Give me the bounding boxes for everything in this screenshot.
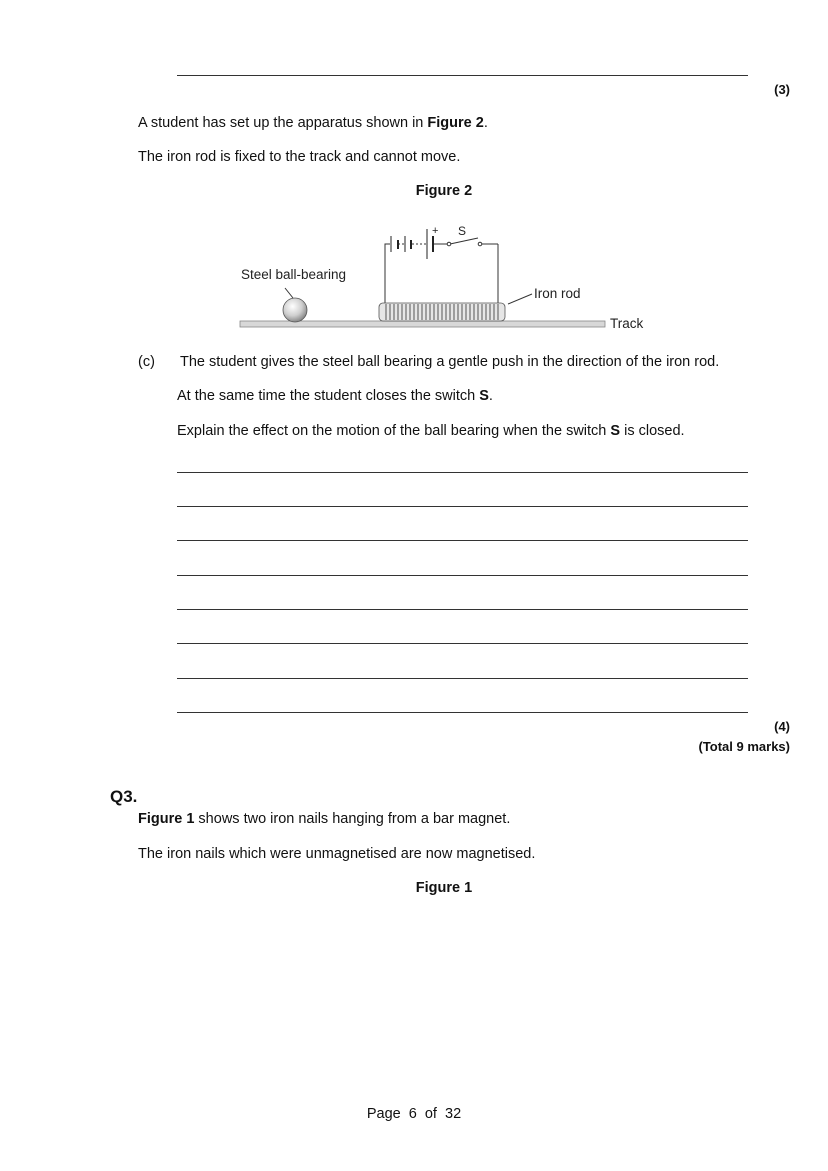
q3-line-2: The iron nails which were unmagnetised are now magnetised.: [138, 846, 536, 862]
q3-line-1-text: shows two iron nails hanging from a bar magnet.: [194, 811, 511, 827]
intro-line-1-text: A student has set up the apparatus shown in: [138, 115, 428, 131]
part-c-line-3-text: Explain the effect on the motion of the ball bearing when the switch: [177, 423, 611, 439]
answer-line[interactable]: [177, 540, 748, 541]
answer-line[interactable]: [177, 575, 748, 576]
switch-contact-icon: [447, 242, 451, 246]
track-label: Track: [610, 316, 644, 331]
intro-line-1-end: .: [483, 115, 488, 131]
battery-plus-label: +: [432, 225, 439, 237]
total-marks: (Total 9 marks): [698, 739, 790, 754]
figure-2-caption: Figure 2: [415, 183, 473, 199]
battery-icon: [391, 229, 433, 259]
part-c-line-2: [177, 388, 493, 404]
answer-line[interactable]: [177, 609, 748, 610]
answer-line[interactable]: [177, 712, 748, 713]
circuit-wires: [385, 238, 498, 303]
switch-ref: S: [479, 388, 489, 404]
q3-figure-ref: Figure 1: [138, 811, 195, 827]
intro-figure-ref: Figure 2: [427, 115, 484, 131]
steel-ball: [283, 298, 307, 322]
page-number: Page 6 of 32: [366, 1106, 462, 1122]
part-c-line-3: [177, 423, 685, 439]
switch-ref: S: [610, 423, 621, 439]
q3-line-1: [138, 811, 510, 827]
switch-label: S: [458, 224, 467, 238]
answer-line[interactable]: [177, 643, 748, 644]
answer-line[interactable]: [177, 472, 748, 473]
rod-leader-line: [508, 294, 532, 304]
question-number: Q3.: [110, 787, 138, 806]
intro-line-2: The iron rod is fixed to the track and cannot move.: [138, 149, 461, 165]
figure-2-diagram: [0, 0, 828, 350]
marks-b: (3): [774, 82, 790, 97]
figure-1-caption: Figure 1: [415, 880, 473, 896]
part-c-line-1: The student gives the steel ball bearing a gentle push in the direction of the iron rod.: [180, 354, 720, 370]
marks-c: (4): [774, 719, 790, 734]
iron-rod-coil: [379, 303, 505, 321]
part-c-label: (c): [138, 354, 155, 370]
part-c-line-2-end: .: [488, 388, 493, 404]
part-c-line-2-text: At the same time the student closes the switch: [177, 388, 480, 404]
answer-line[interactable]: [177, 678, 748, 679]
ball-label: Steel ball-bearing: [241, 267, 347, 282]
answer-line[interactable]: [177, 506, 748, 507]
switch-contact-icon: [478, 242, 482, 246]
ball-leader-line: [285, 288, 293, 298]
part-c-line-3-end: is closed.: [620, 423, 685, 439]
rod-label: Iron rod: [534, 286, 581, 301]
